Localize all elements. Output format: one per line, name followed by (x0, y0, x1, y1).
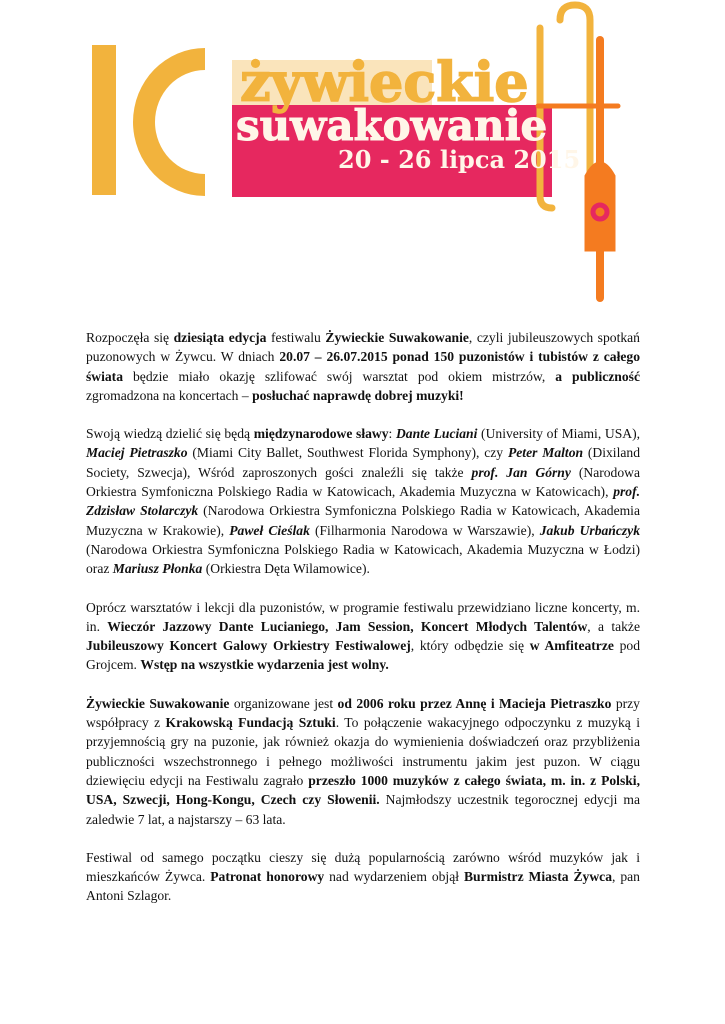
text-run: Paweł Cieślak (229, 522, 310, 538)
text-run: Peter Malton (507, 445, 584, 461)
text-run: (Miami City Ballet, Southwest Florida Symphony), czy (187, 445, 508, 461)
text-run: , a także (587, 618, 640, 634)
text-run: Żywieckie Suwakowanie (325, 330, 469, 345)
text-run: : (388, 426, 396, 442)
text-run: Dante Luciani (395, 426, 478, 442)
text-run: posłuchać naprawdę dobrej muzyki! (252, 387, 464, 403)
text-run: Burmistrz Miasta Żywca (463, 869, 612, 885)
text-run: Maciej Pietraszko (86, 445, 188, 461)
text-run: festiwalu (266, 330, 326, 345)
text-run: (Filharmonia Narodowa w Warszawie), (309, 522, 540, 538)
text-run: . To połączenie wakacyjnego odpoczynku z muzyką i przyjemnością gry na puzonie, jak również okazja do wymienienia doświadczeń oraz przybliżenia publiczności wszechstronnego i pełnego możliwości instrumentu jakim jest puzon. W ciągu dziewięciu edycji na Festiwalu zagrało (86, 715, 640, 788)
text-run: Rozpoczęła się (86, 330, 174, 345)
text-run: będzie miało okazję szlifować swój warsztat pod okiem mistrzów, (123, 368, 556, 384)
text-run: w Amfiteatrze (529, 638, 614, 654)
text-run: pod Grojcem. (86, 638, 640, 673)
text-run: (Orkiestra Dęta Wilamowice). (202, 561, 370, 577)
text-run: Mariusz Płonka (112, 561, 203, 577)
logo-line1: żywieckie (240, 50, 529, 114)
text-run: dziesiąta edycja (173, 330, 267, 345)
text-run: organizowane jest (229, 695, 338, 711)
text-run: (Dixiland Society, Szwecja), Wśród zaproszonych gości znaleźli się także (86, 445, 640, 480)
text-run: (Narodowa Orkiestra Symfoniczna Polskiego Radia w Katowicach, Akademia Muzyczna w Katowicach), (86, 464, 640, 500)
text-run: Patronat honorowy (210, 869, 325, 885)
article-body (86, 328, 640, 925)
logo-line2: suwakowanie (236, 101, 548, 150)
logo-digit-one (92, 45, 116, 195)
text-run: międzynarodowe sławy (253, 426, 389, 442)
text-run: (Narodowa Orkiestra Symfoniczna Polskiego Radia w Katowicach, Akademia Muzyczna w Łodzi) oraz (86, 541, 640, 577)
paragraph-patronage (86, 848, 640, 906)
text-run: Wstęp na wszystkie wydarzenia jest wolny. (140, 657, 389, 673)
text-run: 20.07 – 26.07.2015 ponad 150 puzonistów i tubistów z całego świata (86, 349, 640, 384)
text-run: Wieczór Jazzowy Dante Lucianiego, Jam Session, Koncert Młodych Talentów (107, 618, 588, 634)
festival-logo (0, 0, 725, 330)
text-run: (Narodowa Orkiestra Symfoniczna Polskiego Radia w Katowicach, Akademia Muzyczna w Krakowie), (86, 503, 640, 538)
text-run: Festiwal od samego początku cieszy się dużą popularnością zarówno wśród muzyków jak i mieszkańców Żywca. (86, 849, 640, 885)
text-run: przy współpracy z (86, 695, 640, 731)
text-run: , czyli jubileuszowych spotkań puzonowych w Żywcu. W dniach (86, 330, 640, 365)
text-run: od 2006 roku przez Annę i Macieja Pietraszko (337, 695, 612, 711)
text-run: Najmłodszy uczestnik tegorocznej edycji ma zaledwie 7 lat, a najstarszy – 63 lata. (86, 792, 641, 827)
logo-digit-zero (133, 48, 205, 196)
text-run: przeszło 1000 muzyków z całego świata, m. in. z Polski, USA, Szwecji, Hong-Kongu, Czech czy Słowenii. (86, 772, 640, 808)
paragraph-program (86, 598, 640, 675)
text-run: Żywieckie Suwakowanie (86, 695, 230, 711)
text-run: prof. Jan Górny (471, 464, 571, 480)
text-run: zgromadzona na koncertach – (86, 387, 253, 403)
text-run: (University of Miami, USA), (477, 426, 640, 442)
text-run: Krakowską Fundacją Sztuki (165, 715, 336, 731)
text-run: Jakub Urbańczyk (539, 522, 641, 538)
text-run: prof. Zdzisław Stolarczyk (86, 484, 640, 519)
text-run: Swoją wiedzą dzielić się będą (86, 426, 254, 442)
text-run: Oprócz warsztatów i lekcji dla puzonistów, w programie festiwalu przewidziano liczne koncerty, m. in. (86, 599, 640, 634)
paragraph-intro (86, 328, 640, 405)
text-run: Jubileuszowy Koncert Galowy Orkiestry Festiwalowej (86, 638, 411, 654)
text-run: nad wydarzeniem objął (324, 869, 464, 885)
logo-dates: 20 - 26 lipca 2015 (338, 145, 581, 174)
text-run: a publiczność (555, 368, 640, 384)
paragraph-organizers (86, 694, 640, 829)
paragraph-guests (86, 424, 640, 578)
text-run: , pan Antoni Szlagor. (86, 869, 640, 904)
text-run: , który odbędzie się (410, 638, 530, 654)
